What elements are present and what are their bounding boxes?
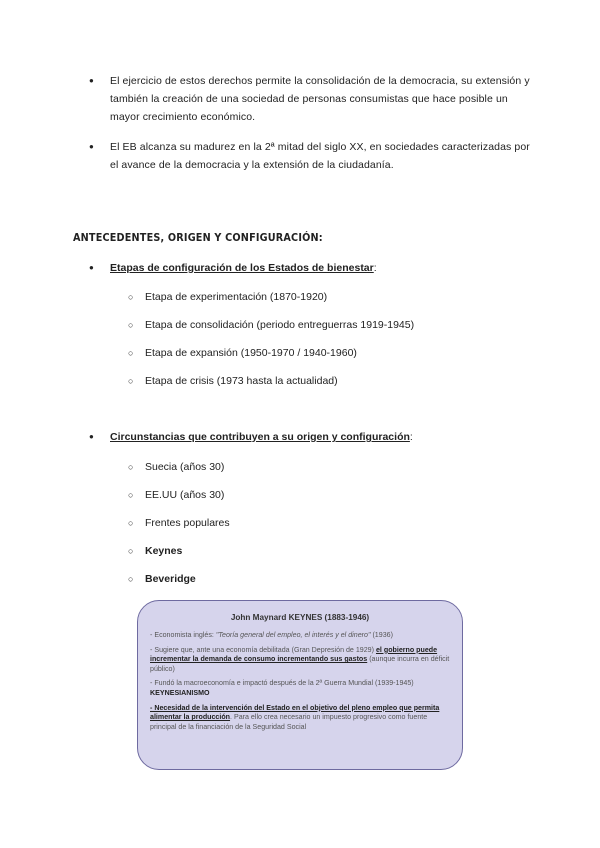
keynes-card-p4 (150, 704, 450, 733)
keynes-p2-c: (aunque incurra en déficit público) (150, 655, 450, 673)
etapa-item: ○ Etapa de expansión (1950-1970 / 1940-1960) (128, 346, 414, 374)
keynes-p4-b: . Para ello crea necesario un impuesto progresivo como fuente principal de la financiación de la Seguridad Social (150, 713, 428, 731)
intro-bullet-list (90, 72, 530, 174)
keynes-card-title: John Maynard KEYNES (1883-1946) (230, 613, 370, 622)
intro-bullet-1: ● El ejercicio de estos derechos permite la consolidación de la democracia, su extensión y también la creación de una sociedad de personas consumistas que hace posible un mayor crecimiento económico. (90, 72, 530, 126)
circunstancias-heading-text: Circunstancias que contribuyen a su origen y configuración (110, 431, 410, 443)
etapas-heading-colon: : (373, 262, 377, 274)
keynes-p4-a: - Necesidad de la intervención del Estado en el objetivo del pleno empleo que permita alimentar la producción (150, 703, 440, 722)
keynes-p2-b: el gobierno puede incrementar la demanda de consumo incrementando sus gastos (150, 645, 438, 664)
keynes-p2-a: - Sugiere que, ante una economía debilitada (Gran Depresión de 1929) (150, 645, 376, 654)
circunstancia-item: ○ Frentes populares (128, 516, 230, 544)
intro-bullet-2: ● El EB alcanza su madurez en la 2ª mitad del siglo XX, en sociedades caracterizadas por el avance de la democracia y la extensión de la ciudadanía. (90, 138, 530, 174)
circunstancia-item: ○ Suecia (años 30) (128, 460, 230, 488)
keynes-card (137, 600, 463, 770)
etapas-heading-text: Etapas de configuración de los Estados de bienestar (110, 262, 374, 274)
keynes-p3-b: KEYNESIANISMO (150, 688, 210, 697)
circunstancias-heading (90, 431, 413, 443)
etapa-item: ○ Etapa de experimentación (1870-1920) (128, 290, 414, 318)
keynes-p3-a: - Fundó la macroeconomía e impactó después de la 2ª Guerra Mundial (1939-1945) (150, 679, 414, 688)
circunstancias-heading-colon: : (409, 431, 413, 443)
keynes-p1-b: "Teoría general del empleo, el interés y el dinero" (215, 631, 371, 639)
section-heading: ANTECEDENTES, ORIGEN Y CONFIGURACIÓN: (73, 232, 323, 244)
circunstancia-item: ○ EE.UU (años 30) (128, 488, 230, 516)
etapas-list (128, 290, 414, 402)
etapa-item: ○ Etapa de consolidación (periodo entreguerras 1919-1945) (128, 318, 414, 346)
circunstancias-list (128, 460, 230, 600)
etapas-heading (90, 262, 377, 274)
keynes-card-p1 (150, 631, 450, 641)
circunstancia-item-keynes: ○ Keynes (128, 544, 230, 572)
etapa-item: ○ Etapa de crisis (1973 hasta la actualidad) (128, 374, 414, 402)
keynes-card-p2 (150, 646, 450, 675)
keynes-p1-a: - Economista inglés: (150, 631, 216, 639)
keynes-p1-c: (1936) (370, 631, 393, 639)
circunstancia-item-beveridge: ○ Beveridge (128, 572, 230, 600)
keynes-card-p3 (150, 679, 450, 698)
